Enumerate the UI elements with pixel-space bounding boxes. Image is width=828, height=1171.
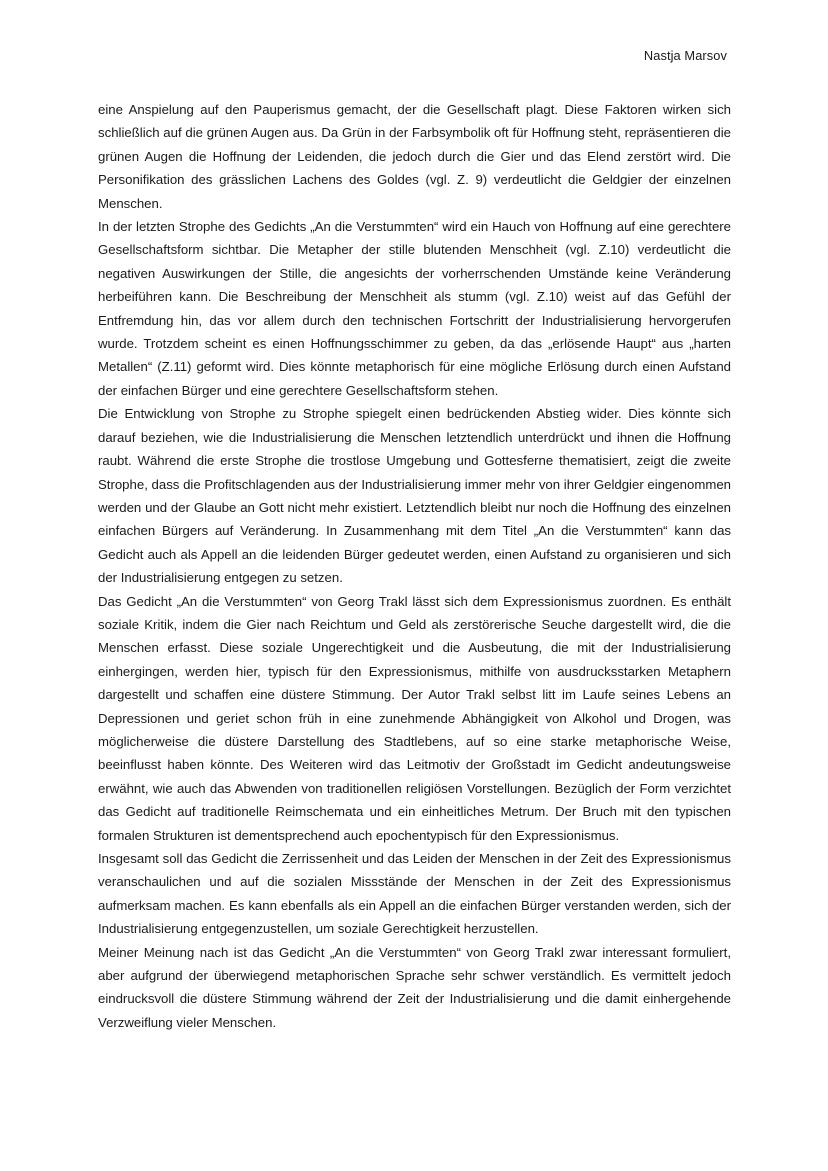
paragraph: In der letzten Strophe des Gedichts „An die Verstummten“ wird ein Hauch von Hoffnung auf eine gerechtere Gesellschaftsform sichtbar. Die Metapher der stille blutenden Menschheit (vgl. Z.10) verdeutlicht die negativen Auswirkungen der Stille, die angesichts der vorherrschenden Umstände keine Veränderung herbeiführen kann. Die Beschreibung der Menschheit als stumm (vgl. Z.10) weist auf das Gefühl der Entfremdung hin, das vor allem durch den technischen Fortschritt der Industrialisierung hervorgerufen wurde. Trotzdem scheint es einen Hoffnungsschimmer zu geben, da das „erlösende Haupt“ aus „harten Metallen“ (Z.11) geformt wird. Dies könnte metaphorisch für eine mögliche Erlösung durch einen Aufstand der einfachen Bürger und eine gerechtere Gesellschaftsform stehen. <box>98 219 731 398</box>
paragraph: Meiner Meinung nach ist das Gedicht „An die Verstummten“ von Georg Trakl zwar interessant formuliert, aber aufgrund der überwiegend metaphorischen Sprache sehr schwer verständlich. Es vermittelt jedoch eindrucksvoll die düstere Stimmung während der Zeit der Industrialisierung und die damit einhergehende Verzweiflung vieler Menschen. <box>98 944 731 1030</box>
paragraph: Insgesamt soll das Gedicht die Zerrissenheit und das Leiden der Menschen in der Zeit des Expressionismus veranschaulichen und auf die sozialen Missstände der Menschen in der Zeit des Expressionismus aufmerksam machen. Es kann ebenfalls als ein Appell an die einfachen Bürger verstanden werden, sich der Industrialisierung entgegenzustellen, um soziale Gerechtigkeit herzustellen. <box>98 851 731 937</box>
page-header-author: Nastja Marsov <box>643 48 727 63</box>
document-body <box>98 98 731 1034</box>
paragraph: Die Entwicklung von Strophe zu Strophe spiegelt einen bedrückenden Abstieg wider. Dies könnte sich darauf beziehen, wie die Industrialisierung die Menschen letztendlich unterdrückt und ihnen die Hoffnung raubt. Während die erste Strophe die trostlose Umgebung und Gottesferne thematisiert, zeigt die zweite Strophe, dass die Profitschlagenden aus der Industrialisierung immer mehr von ihrer Geldgier eingenommen werden und der Glaube an Gott nicht mehr existiert. Letztendlich bleibt nur noch die Hoffnung des einzelnen einfachen Bürgers auf Veränderung. In Zusammenhang mit dem Titel „An die Verstummten“ kann das Gedicht auch als Appell an die leidenden Bürger gedeutet werden, einen Aufstand zu organisieren und sich der Industrialisierung entgegen zu setzen. <box>98 406 731 586</box>
paragraph: Das Gedicht „An die Verstummten“ von Georg Trakl lässt sich dem Expressionismus zuordnen. Es enthält soziale Kritik, indem die Gier nach Reichtum und Geld als zerstörerische Seuche dargestellt wird, die die Menschen erfasst. Diese soziale Ungerechtigkeit und die Ausbeutung, die mit der Industrialisierung einhergingen, werden hier, typisch für den Expressionismus, mithilfe von ausdrucksstarken Metaphern dargestellt und schaffen eine düstere Stimmung. Der Autor Trakl selbst litt im Laufe seines Lebens an Depressionen und geriet schon früh in eine zunehmende Abhängigkeit von Alkohol und Drogen, was möglicherweise die düstere Darstellung des Stadtlebens, auf so eine starke metaphorische Weise, beeinflusst haben könnte. Des Weiteren wird das Leitmotiv der Großstadt im Gedicht andeutungsweise erwähnt, wie auch das Abwenden von traditionellen religiösen Vorstellungen. Bezüglich der Form verzichtet das Gedicht auf traditionelle Reimschemata und ein einheitliches Metrum. Der Bruch mit den typischen formalen Strukturen ist dementsprechend auch epochentypisch für den Expressionismus. <box>98 593 731 843</box>
paragraph: eine Anspielung auf den Pauperismus gemacht, der die Gesellschaft plagt. Diese Faktoren wirken sich schließlich auf die grünen Augen aus. Da Grün in der Farbsymbolik oft für Hoffnung steht, repräsentieren die grünen Augen die Hoffnung der Leidenden, die jedoch durch die Gier und das Elend zerstört wird. Die Personifikation des grässlichen Lachens des Goldes (vgl. Z. 9) verdeutlicht die Geldgier der einzelnen Menschen. <box>98 102 731 211</box>
